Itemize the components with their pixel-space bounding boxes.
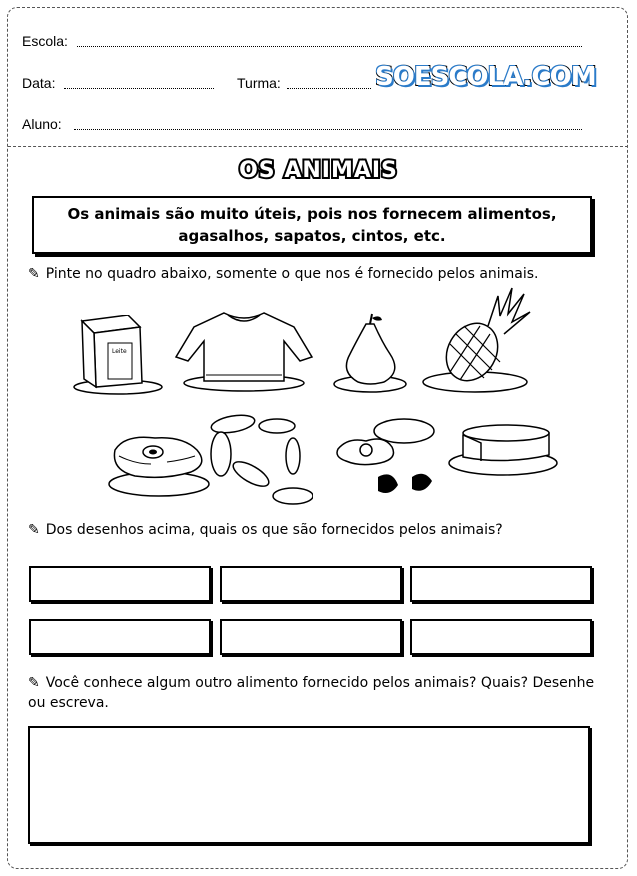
date-label: Data: <box>22 75 56 91</box>
school-field[interactable] <box>77 46 582 47</box>
student-label: Aluno: <box>22 116 62 132</box>
page-title: OS ANIMAIS <box>239 158 398 183</box>
sweater-illustration[interactable] <box>172 305 317 395</box>
student-field[interactable] <box>74 129 582 130</box>
instruction-1 <box>28 264 596 284</box>
pencil-icon: ✎ <box>28 266 40 282</box>
instruction-3-text: Você conhece algum outro alimento fornecido pelos animais? Quais? Desenhe ou escreva. <box>28 675 595 711</box>
class-field[interactable] <box>287 88 371 89</box>
intro-box: Os animais são muito úteis, pois nos fornecem alimentos, agasalhos, sapatos, cintos, etc. <box>32 196 592 254</box>
instruction-3 <box>28 673 600 713</box>
milk-carton-illustration[interactable] <box>70 315 165 397</box>
pear-illustration[interactable] <box>328 312 413 394</box>
header-divider <box>8 146 628 147</box>
pencil-icon: ✎ <box>28 522 40 538</box>
school-label: Escola: <box>22 33 68 49</box>
instruction-1-text: Pinte no quadro abaixo, somente o que nos é fornecido pelos animais. <box>45 266 539 282</box>
drawing-answer-box[interactable] <box>28 726 590 844</box>
steak-illustration[interactable] <box>105 428 213 500</box>
cheese-illustration[interactable] <box>445 417 560 479</box>
answer-box-4[interactable] <box>29 619 211 655</box>
class-label: Turma: <box>237 75 281 91</box>
milk-carton-label: Leite <box>112 348 127 355</box>
answer-box-3[interactable] <box>410 566 592 602</box>
sausages-illustration[interactable] <box>205 412 313 512</box>
date-field[interactable] <box>64 88 214 89</box>
answer-box-6[interactable] <box>410 619 592 655</box>
answer-box-5[interactable] <box>220 619 402 655</box>
eggs-illustration[interactable] <box>332 415 440 499</box>
instruction-2 <box>28 520 596 540</box>
instruction-2-text: Dos desenhos acima, quais os que são fornecidos pelos animais? <box>45 522 503 538</box>
answer-box-2[interactable] <box>220 566 402 602</box>
pencil-icon: ✎ <box>28 675 40 691</box>
answer-box-1[interactable] <box>29 566 211 602</box>
pineapple-illustration[interactable] <box>420 282 535 394</box>
site-logo: SOESCOLA.COM <box>375 62 596 92</box>
